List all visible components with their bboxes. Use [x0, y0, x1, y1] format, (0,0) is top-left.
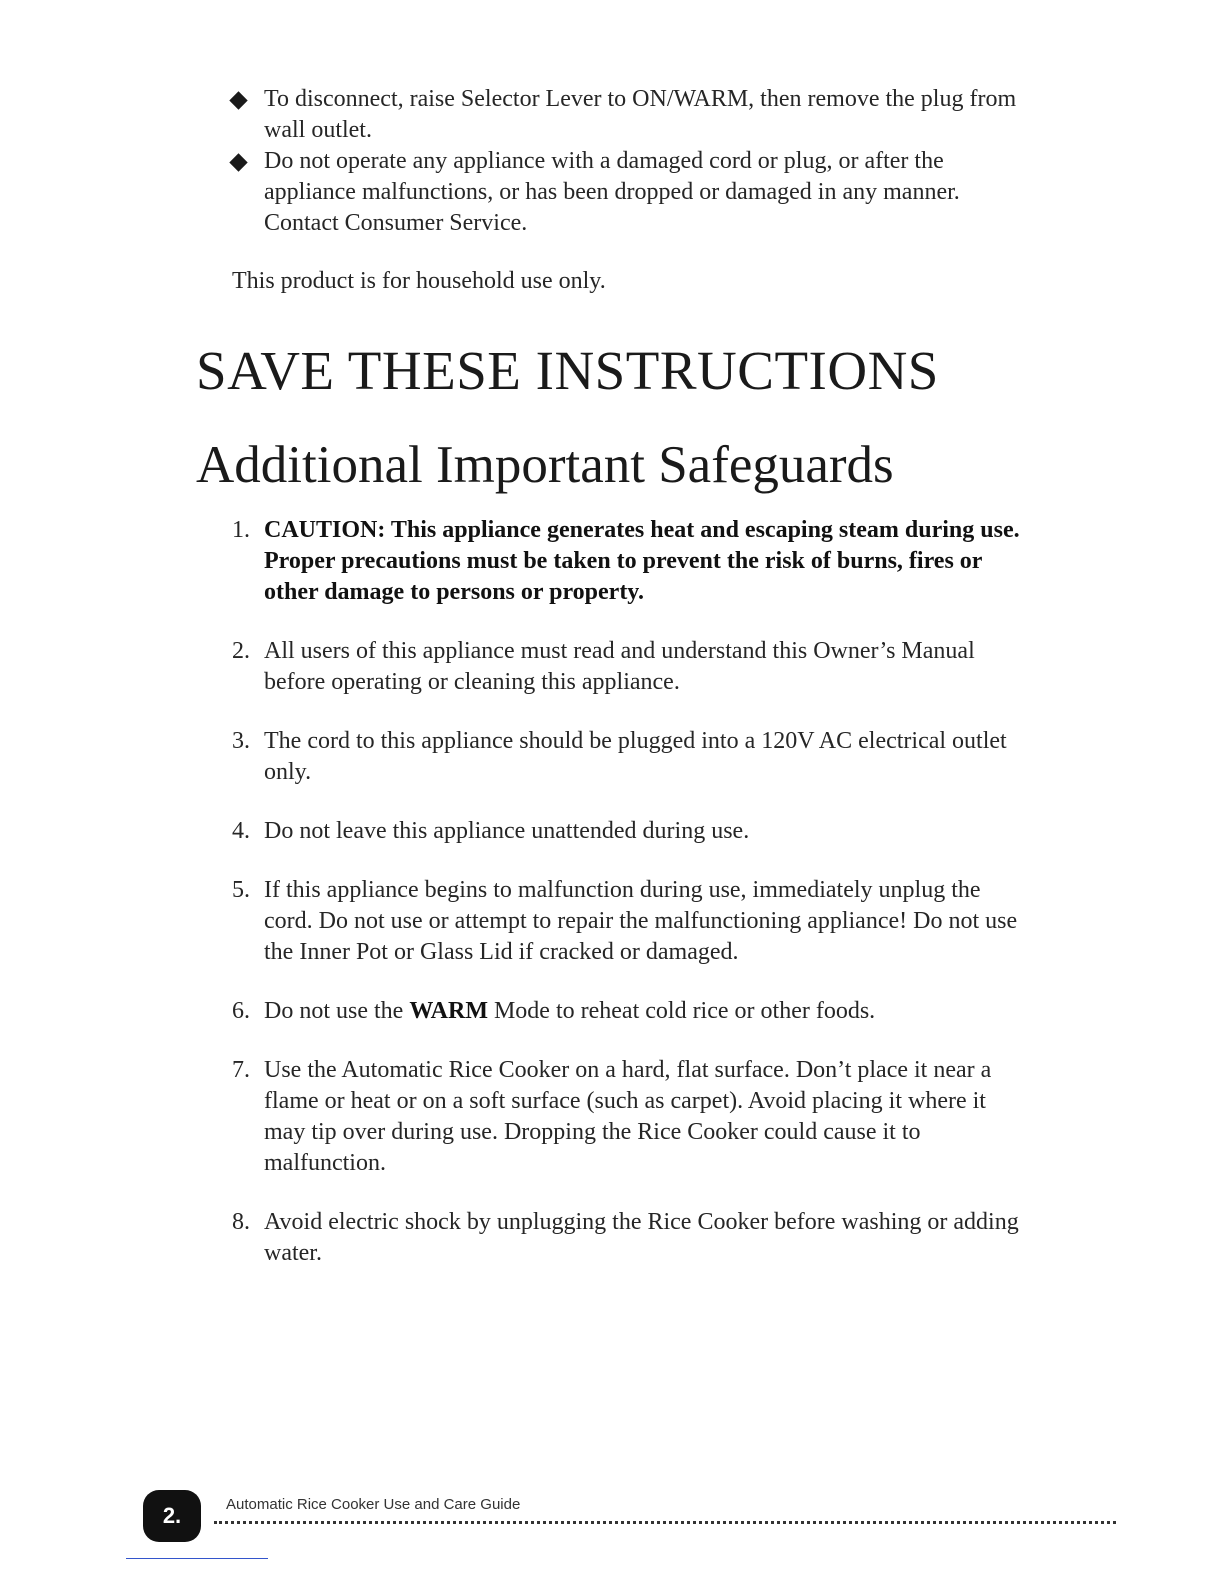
item-text: Use the Automatic Rice Cooker on a hard, flat surface. Don’t place it near a flame or heat or on a soft surface (such as carpet). Avoid placing it where it may tip over during use. Dropping the Rice Cooker could cause it to malfunction.	[264, 1057, 992, 1176]
page-number-badge: 2.	[143, 1490, 201, 1542]
item-text: The cord to this appliance should be plugged into a 120V AC electrical outlet only.	[264, 728, 1007, 785]
bullet-text: To disconnect, raise Selector Lever to ON/WARM, then remove the plug from wall outlet.	[264, 86, 1017, 143]
household-note: This product is for household use only.	[232, 268, 606, 294]
item-number: 3.	[232, 728, 250, 754]
item-number: 2.	[232, 638, 250, 664]
item-number: 1.	[232, 517, 250, 543]
safeguards-list	[232, 515, 1032, 1297]
item-text: Avoid electric shock by unplugging the Rice Cooker before washing or adding water.	[264, 1209, 1019, 1266]
safeguard-item	[232, 1055, 1032, 1179]
bullet-list	[232, 84, 1032, 239]
bullet-item	[232, 146, 1032, 239]
footer-underline	[126, 1558, 268, 1559]
safeguard-item	[232, 726, 1032, 788]
item-text: CAUTION: This appliance generates heat and escaping steam during use. Proper precautions must be taken to prevent the risk of burns, fires or other damage to persons or property.	[264, 517, 1020, 605]
footer-title: Automatic Rice Cooker Use and Care Guide	[226, 1496, 521, 1513]
item-text	[264, 998, 875, 1024]
safeguard-item	[232, 515, 1032, 608]
bullet-item	[232, 84, 1032, 146]
safeguard-item	[232, 996, 1032, 1027]
diamond-bullet-icon	[229, 91, 247, 109]
item-number: 5.	[232, 877, 250, 903]
footer-dotted-rule	[214, 1521, 1116, 1524]
safeguard-item	[232, 816, 1032, 847]
item-text-after: Mode to reheat cold rice or other foods.	[487, 998, 876, 1024]
diamond-bullet-icon	[229, 153, 247, 171]
item-number: 4.	[232, 818, 250, 844]
item-number: 6.	[232, 998, 250, 1024]
item-number: 7.	[232, 1057, 250, 1083]
item-text: If this appliance begins to malfunction during use, immediately unplug the cord. Do not use or attempt to repair the malfunctioning appliance! Do not use the Inner Pot or Glass Lid if cracked or damaged.	[264, 877, 1018, 965]
bullet-text: Do not operate any appliance with a damaged cord or plug, or after the appliance malfunctions, or has been dropped or damaged in any manner. Contact Consumer Service.	[264, 148, 960, 236]
safeguard-item	[232, 875, 1032, 968]
item-text: Do not leave this appliance unattended during use.	[264, 818, 750, 844]
safeguard-item	[232, 1207, 1032, 1269]
safeguard-item	[232, 636, 1032, 698]
item-text: All users of this appliance must read and understand this Owner’s Manual before operating or cleaning this appliance.	[264, 638, 975, 695]
warm-mode-label: WARM	[409, 998, 488, 1024]
item-number: 8.	[232, 1209, 250, 1235]
additional-safeguards-heading: Additional Important Safeguards	[196, 436, 894, 494]
item-text-before: Do not use the	[264, 998, 410, 1024]
save-instructions-heading: SAVE THESE INSTRUCTIONS	[196, 340, 939, 401]
